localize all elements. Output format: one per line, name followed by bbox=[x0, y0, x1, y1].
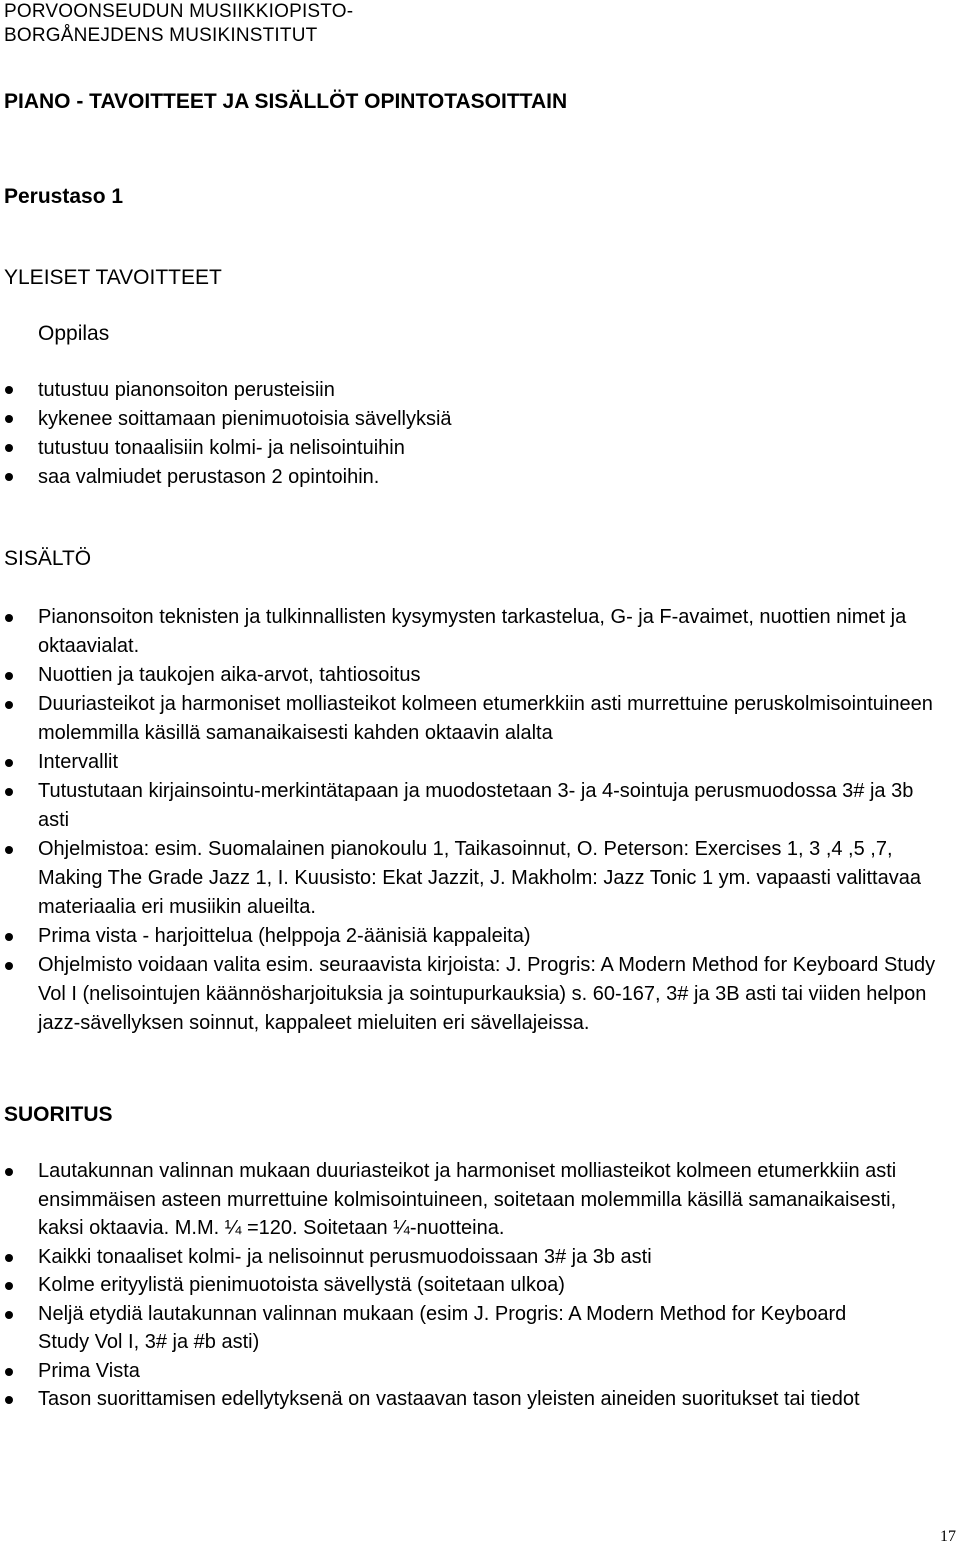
goals-heading: YLEISET TAVOITTEET bbox=[4, 266, 222, 289]
list-item: saa valmiudet perustason 2 opintoihin. bbox=[0, 463, 940, 492]
list-item: Ohjelmistoa: esim. Suomalainen pianokoulu 1, Taikasoinnut, O. Peterson: Exercises 1, 3 ,4 ,5 ,7, Making The Grade Jazz 1, I. Kuusisto: Ekat Jazzit, J. Makholm: Jazz Tonic 1 ym. vapaasti valittavaa materiaalia eri musiikin alueilta. bbox=[0, 835, 940, 922]
org-line-2: BORGÅNEJDENS MUSIKINSTITUT bbox=[4, 25, 318, 46]
page-number: 17 bbox=[940, 1528, 956, 1545]
bullet-icon bbox=[5, 1168, 13, 1176]
list-item: Tason suorittamisen edellytyksenä on vastaavan tason yleisten aineiden suoritukset tai tiedot bbox=[0, 1385, 900, 1414]
list-item: tutustuu pianonsoiton perusteisiin bbox=[0, 376, 940, 405]
goals-intro: Oppilas bbox=[38, 322, 110, 345]
bullet-icon bbox=[5, 473, 13, 481]
performance-list bbox=[0, 1157, 900, 1414]
bullet-icon bbox=[5, 614, 13, 622]
bullet-icon bbox=[5, 1282, 13, 1290]
bullet-icon bbox=[5, 933, 13, 941]
list-item: tutustuu tonaalisiin kolmi- ja nelisointuihin bbox=[0, 434, 940, 463]
bullet-icon bbox=[5, 1311, 13, 1319]
bullet-icon bbox=[5, 701, 13, 709]
list-item: Intervallit bbox=[0, 748, 940, 777]
list-item: Kolme erityylistä pienimuotoista sävellystä (soitetaan ulkoa) bbox=[0, 1271, 900, 1300]
list-item: Nuottien ja taukojen aika-arvot, tahtiosoitus bbox=[0, 661, 940, 690]
content-list bbox=[0, 603, 940, 1038]
bullet-icon bbox=[5, 1368, 13, 1376]
goals-list bbox=[0, 376, 940, 492]
page-title: PIANO - TAVOITTEET JA SISÄLLÖT OPINTOTASOITTAIN bbox=[4, 90, 568, 113]
bullet-icon bbox=[5, 415, 13, 423]
bullet-icon bbox=[5, 444, 13, 452]
bullet-icon bbox=[5, 386, 13, 394]
list-item: Tutustutaan kirjainsointu-merkintätapaan ja muodostetaan 3- ja 4-sointuja perusmuodossa 3# ja 3b asti bbox=[0, 777, 940, 835]
bullet-icon bbox=[5, 846, 13, 854]
list-item: Prima vista - harjoittelua (helppoja 2-äänisiä kappaleita) bbox=[0, 922, 940, 951]
list-item: Prima Vista bbox=[0, 1357, 900, 1386]
bullet-icon bbox=[5, 1396, 13, 1404]
bullet-icon bbox=[5, 962, 13, 970]
performance-heading: SUORITUS bbox=[4, 1103, 113, 1126]
list-item: Neljä etydiä lautakunnan valinnan mukaan (esim J. Progris: A Modern Method for Keyboard Study Vol I, 3# ja #b asti) bbox=[0, 1300, 900, 1357]
list-item: Ohjelmisto voidaan valita esim. seuraavista kirjoista: J. Progris: A Modern Method for Keyboard Study Vol I (nelisointujen käännösharjoituksia ja sointupurkauksia) s. 60-167, 3# ja 3B asti tai viiden helpon jazz-sävellyksen soinnut, kappaleet mieluiten eri sävellajeissa. bbox=[0, 951, 940, 1038]
list-item: Pianonsoiton teknisten ja tulkinnallisten kysymysten tarkastelua, G- ja F-avaimet, nuottien nimet ja oktaavialat. bbox=[0, 603, 940, 661]
list-item: Lautakunnan valinnan mukaan duuriasteikot ja harmoniset molliasteikot kolmeen etumerkkiin asti ensimmäisen asteen murrettuine kolmisointuineen, soitetaan molemmilla käsillä samanaikaisesti, kaksi oktaavia. M.M. ¼ =120. Soitetaan ¼-nuotteina. bbox=[0, 1157, 900, 1243]
list-item: kykenee soittamaan pienimuotoisia sävellyksiä bbox=[0, 405, 940, 434]
list-item: Kaikki tonaaliset kolmi- ja nelisoinnut perusmuodoissaan 3# ja 3b asti bbox=[0, 1243, 900, 1272]
header-organization bbox=[4, 0, 353, 48]
list-item: Duuriasteikot ja harmoniset molliasteikot kolmeen etumerkkiin asti murrettuine peruskolmisointuineen molemmilla käsillä samanaikaisesti kahden oktaavin alalta bbox=[0, 690, 940, 748]
bullet-icon bbox=[5, 672, 13, 680]
level-heading: Perustaso 1 bbox=[4, 185, 124, 208]
bullet-icon bbox=[5, 759, 13, 767]
org-line-1: PORVOONSEUDUN MUSIIKKIOPISTO- bbox=[4, 1, 354, 22]
content-heading: SISÄLTÖ bbox=[4, 547, 92, 570]
bullet-icon bbox=[5, 788, 13, 796]
bullet-icon bbox=[5, 1254, 13, 1262]
